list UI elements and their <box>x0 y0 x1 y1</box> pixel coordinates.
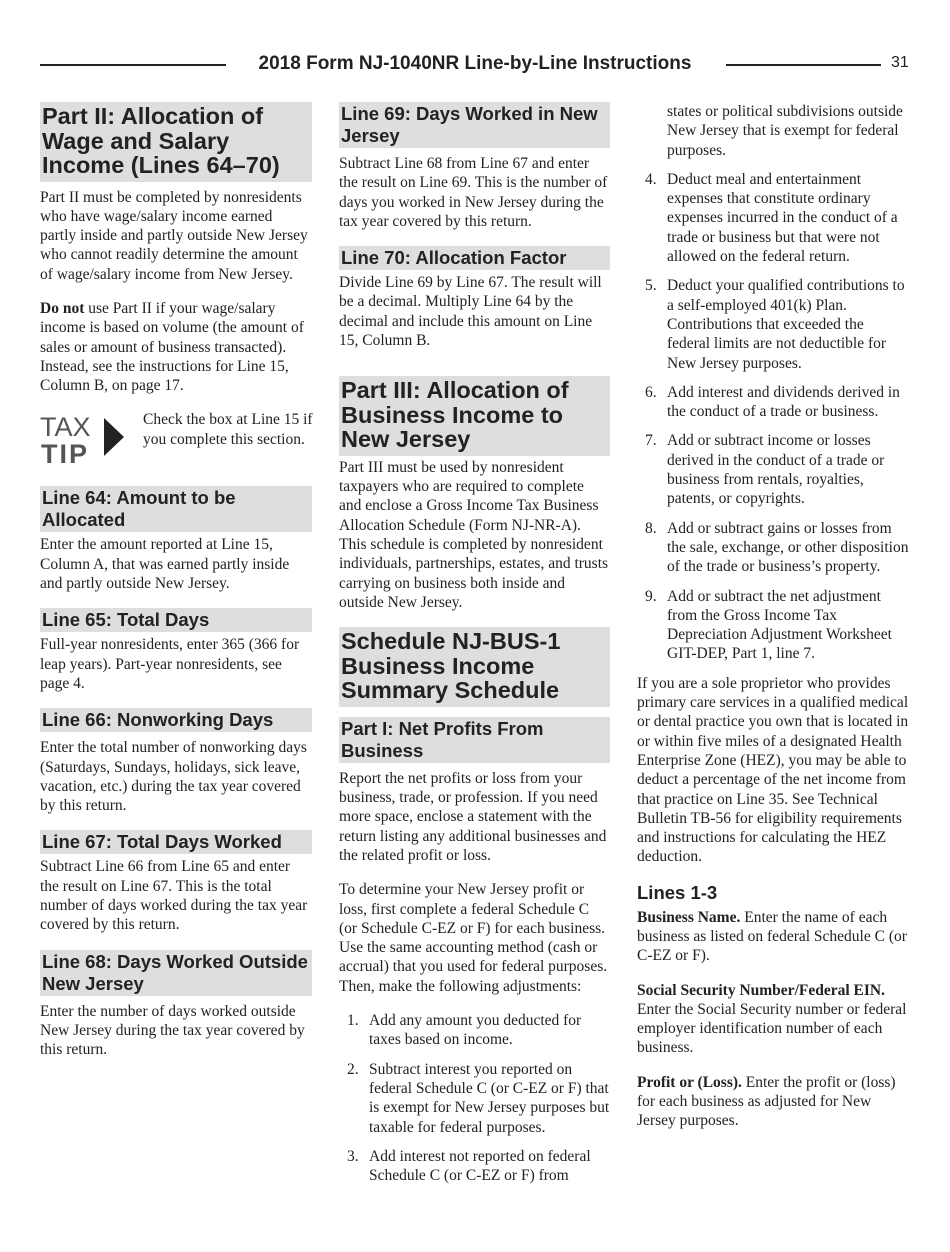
ssn-text: Enter the Social Security number or federal employer identification number of each business. <box>637 1000 907 1057</box>
tax-tip-text: Check the box at Line 15 if you complete this section. <box>143 411 313 448</box>
column-3 <box>637 102 910 1131</box>
list-item <box>637 587 910 664</box>
profit-paragraph <box>637 1073 910 1131</box>
hez-text: If you are a sole proprietor who provides primary care services in a qualified medical or dental practice you own that is located in or within five miles of a designated Health Enterprise Zone (HEZ), you may be able to deduct a percentage of the net income from that practice on Line 35. See Technical Bulletin TB-56 for eligibility requirements and instructions for calculating the HEZ deduction. <box>637 674 909 866</box>
do-not-paragraph <box>40 299 312 395</box>
column-1 <box>40 102 312 1060</box>
line65-heading: Line 65: Total Days <box>40 608 312 632</box>
list-item <box>637 519 910 577</box>
line70-heading: Line 70: Allocation Factor <box>339 246 610 270</box>
list-item-text: Subtract interest you reported on federal Schedule C (or C-EZ or F) that is exempt for New Jersey purposes but taxable for federal purposes. <box>369 1060 610 1136</box>
tax-tip-word-tip: TIP <box>41 439 90 470</box>
line65-text: Full-year nonresidents, enter 365 (366 for leap years). Part-year nonresidents, see page 4. <box>40 636 300 692</box>
line69-heading: Line 69: Days Worked in New Jersey <box>339 102 610 148</box>
list-item <box>637 170 910 266</box>
schedule-heading: Schedule NJ-BUS-1 Business Income Summary Schedule <box>339 627 610 707</box>
part2-intro: Part II must be completed by nonresidents who have wage/salary income earned partly inside and partly outside New Jersey who cannot readily determine the amount of wage/salary income from New Jersey. <box>40 188 308 283</box>
list-item-number: 6. <box>645 383 657 401</box>
list-item <box>637 431 910 508</box>
list-item <box>339 1060 610 1137</box>
line68-text: Enter the number of days worked outside New Jersey during the tax year covered by this return. <box>40 1002 305 1059</box>
column-2 <box>339 102 610 1195</box>
page-number: 31 <box>891 54 909 71</box>
line68-heading: Line 68: Days Worked Outside New Jersey <box>40 950 312 996</box>
part3-heading: Part III: Allocation of Business Income to New Jersey <box>339 376 610 456</box>
list-item-number: 8. <box>645 519 657 537</box>
list-item-text: Add or subtract the net adjustment from the Gross Income Tax Depreciation Adjustment Worksheet GIT-DEP, Part 1, line 7. <box>667 587 892 663</box>
business-name-lead: Business Name. <box>637 908 741 926</box>
list-item-text: Add any amount you deducted for taxes based on income. <box>369 1012 582 1049</box>
part3-text: Part III must be used by nonresident taxpayers who are required to complete and enclose a Gross Income Tax Business Allocation Schedule (Form NJ-NR-A). This schedule is completed by nonresident individuals, partnerships, estates, and trusts carrying on business both inside and outside New Jersey. <box>339 458 609 611</box>
business-name-text: Enter the name of each business as listed on federal Schedule C (or C-EZ or F). <box>637 908 907 965</box>
profit-text: Enter the profit or (loss) for each business as adjusted for New Jersey purposes. <box>637 1073 896 1130</box>
part1-heading: Part I: Net Profits From Business <box>339 717 610 763</box>
line66-text: Enter the total number of nonworking days (Saturdays, Sundays, holidays, sick leave, vacation, etc.) during the tax year covered by this return. <box>40 739 307 815</box>
do-not-lead: Do not <box>40 299 85 317</box>
page-title: 2018 Form NJ-1040NR Line-by-Line Instructions <box>258 53 692 74</box>
list-item-number: 1. <box>347 1012 359 1030</box>
part2-heading: Part II: Allocation of Wage and Salary Income (Lines 64–70) <box>40 102 312 182</box>
tax-tip-word-tax: TAX <box>40 412 91 443</box>
line64-text: Enter the amount reported at Line 15, Column A, that was earned partly inside and partly outside New Jersey. <box>40 536 290 593</box>
ssn-lead: Social Security Number/Federal EIN. <box>637 981 885 999</box>
item3-continuation: states or political subdivisions outside New Jersey that is exempt for federal purposes. <box>667 103 903 159</box>
list-item-text: Deduct your qualified contributions to a self-employed 401(k) Plan. Contributions that exceeded the federal limits are not deductible for New Jersey purposes. <box>667 277 905 372</box>
profit-lead: Profit or (Loss). <box>637 1073 742 1091</box>
tax-tip-arrow-icon <box>104 418 124 456</box>
line64-heading: Line 64: Amount to be Allocated <box>40 486 312 532</box>
line69-text: Subtract Line 68 from Line 67 and enter the result on Line 69. This is the number of days you worked in New Jersey during the tax year covered by this return. <box>339 155 608 230</box>
adjustments-list-a <box>339 1011 610 1185</box>
line70-text: Divide Line 69 by Line 67. The result will be a decimal. Multiply Line 64 by the decimal and include this amount on Line 15, Column B. <box>339 274 602 350</box>
list-item-number: 5. <box>645 277 657 295</box>
ssn-paragraph <box>637 981 910 1058</box>
list-item <box>339 1011 610 1050</box>
line67-heading: Line 67: Total Days Worked <box>40 830 312 854</box>
part1-text-1: Report the net profits or loss from your business, trade, or profession. If you need more space, enclose a statement with the return listing any additional businesses and the related profit or loss. <box>339 769 607 864</box>
line66-heading: Line 66: Nonworking Days <box>40 708 312 732</box>
list-item-number: 2. <box>347 1060 359 1078</box>
header-rule-right <box>726 64 881 66</box>
line67-text: Subtract Line 66 from Line 65 and enter the result on Line 67. This is the total number of days worked during the tax year covered by this return. <box>40 858 308 934</box>
list-item-number: 4. <box>645 170 657 188</box>
tax-tip <box>40 410 312 476</box>
list-item-number: 9. <box>645 587 657 605</box>
business-name-paragraph <box>637 908 910 966</box>
list-item <box>637 383 910 422</box>
list-item-text: Add or subtract income or losses derived in the conduct of a trade or business from rentals, royalties, patents, or copyrights. <box>667 432 885 508</box>
list-item <box>637 276 910 372</box>
tax-tip-icon <box>40 410 132 470</box>
list-item-text: Add interest and dividends derived in the conduct of a trade or business. <box>667 383 900 421</box>
list-item-number: 3. <box>347 1147 359 1165</box>
lines13-heading: Lines 1-3 <box>637 881 718 903</box>
list-item-text: Deduct meal and entertainment expenses that constitute ordinary expenses incurred in the conduct of a trade or business but that were not allowed on the federal return. <box>667 170 898 266</box>
list-item <box>339 1147 610 1186</box>
list-item-text: Add or subtract gains or losses from the sale, exchange, or other disposition of the trade or business’s property. <box>667 519 909 576</box>
adjustments-list-b <box>637 170 910 664</box>
list-item-number: 7. <box>645 432 657 450</box>
do-not-text: use Part II if your wage/salary income is based on volume (the amount of sales or amount of business transacted). Instead, see the instructions for Line 15, Column B, on page 17. <box>40 299 304 395</box>
part1-text-2: To determine your New Jersey profit or loss, first complete a federal Schedule C (or Schedule C-EZ or F) for each business. Use the same accounting method (cash or accrual) that you used for federal purposes. Then, make the following adjustments: <box>339 881 608 995</box>
list-item-text: Add interest not reported on federal Schedule C (or C-EZ or F) from <box>369 1147 591 1185</box>
